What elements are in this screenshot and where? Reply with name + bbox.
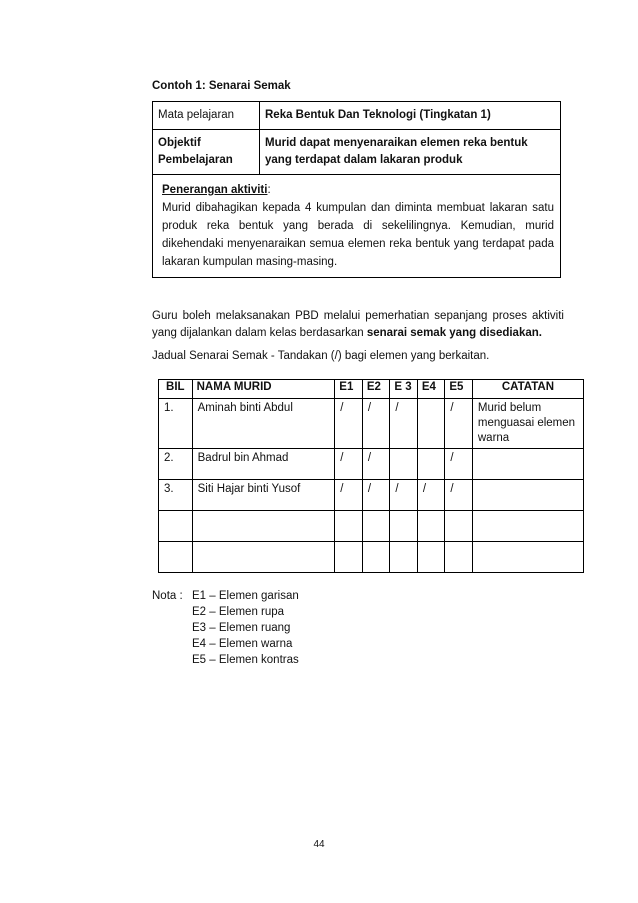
objective-label: Objektif Pembelajaran: [153, 130, 260, 175]
cell-nama: Siti Hajar binti Yusof: [192, 480, 335, 511]
activity-text: Murid dibahagikan kepada 4 kumpulan dan diminta membuat lakaran satu produk reka bentuk yang berada di sekelilingnya. Kemudian, murid dikehendaki menyenaraikan semua elemen reka bentuk yang terdapat pada lakaran kumpulan masing-masing.: [162, 202, 554, 268]
table-row: [159, 399, 584, 449]
nota-item: E4 – Elemen warna: [192, 638, 293, 650]
cell-bil: 1.: [159, 399, 193, 449]
empty-cell: [445, 511, 473, 542]
empty-cell: [390, 511, 418, 542]
subject-label: Mata pelajaran: [153, 102, 260, 130]
subject-value: Reka Bentuk Dan Teknologi (Tingkatan 1): [260, 102, 561, 130]
empty-cell: [192, 511, 335, 542]
header-e2: E2: [362, 380, 390, 399]
table-caption: Jadual Senarai Semak - Tandakan (/) bagi elemen yang berkaitan.: [152, 350, 490, 362]
empty-cell: [390, 542, 418, 573]
cell-catatan: [472, 449, 583, 480]
empty-cell: [335, 511, 363, 542]
cell-e3: [390, 449, 418, 480]
activity-row: [153, 175, 561, 278]
cell-catatan: Murid belum menguasai elemen warna: [472, 399, 583, 449]
empty-cell: [362, 511, 390, 542]
cell-bil: 2.: [159, 449, 193, 480]
header-e1: E1: [335, 380, 363, 399]
activity-description: [153, 175, 561, 278]
empty-cell: [159, 542, 193, 573]
cell-e1: /: [335, 449, 363, 480]
header-nama: NAMA MURID: [192, 380, 335, 399]
paragraph-text: Guru boleh melaksanakan PBD melalui pemerhatian sepanjang proses aktiviti yang dijalankan dalam kelas berdasarkan: [152, 310, 564, 339]
checklist-table: [158, 379, 584, 573]
cell-bil: 3.: [159, 480, 193, 511]
nota-item: E5 – Elemen kontras: [192, 654, 299, 666]
cell-e2: /: [362, 399, 390, 449]
empty-cell: [159, 511, 193, 542]
nota-prefix: Nota :: [152, 590, 183, 602]
nota-legend: [152, 588, 299, 668]
instruction-paragraph: [152, 308, 564, 342]
empty-cell: [192, 542, 335, 573]
header-e5: E5: [445, 380, 473, 399]
cell-e3: /: [390, 480, 418, 511]
cell-e2: /: [362, 480, 390, 511]
header-catatan: CATATAN: [472, 380, 583, 399]
empty-row: [159, 542, 584, 573]
nota-row: [152, 652, 299, 668]
section-heading: Contoh 1: Senarai Semak: [152, 80, 291, 92]
cell-nama: Badrul bin Ahmad: [192, 449, 335, 480]
checklist-header-row: [159, 380, 584, 399]
objective-value: Murid dapat menyenaraikan elemen reka bentuk yang terdapat dalam lakaran produk: [260, 130, 561, 175]
nota-row: [152, 588, 299, 604]
nota-item: E1 – Elemen garisan: [192, 590, 299, 602]
paragraph-bold: senarai semak yang disediakan.: [366, 327, 542, 339]
nota-row: [152, 620, 299, 636]
cell-catatan: [472, 480, 583, 511]
empty-cell: [335, 542, 363, 573]
empty-cell: [362, 542, 390, 573]
table-row: [159, 480, 584, 511]
nota-item: E3 – Elemen ruang: [192, 622, 291, 634]
empty-cell: [472, 511, 583, 542]
activity-label: Penerangan aktiviti: [162, 184, 268, 196]
cell-nama: Aminah binti Abdul: [192, 399, 335, 449]
nota-row: [152, 604, 299, 620]
cell-e1: /: [335, 480, 363, 511]
page-number: 44: [313, 839, 325, 850]
empty-cell: [472, 542, 583, 573]
empty-row: [159, 511, 584, 542]
activity-info-table: [152, 101, 561, 278]
cell-e3: /: [390, 399, 418, 449]
header-e4: E4: [417, 380, 445, 399]
table-row: [159, 449, 584, 480]
empty-cell: [417, 511, 445, 542]
cell-e4: [417, 399, 445, 449]
cell-e5: /: [445, 480, 473, 511]
cell-e1: /: [335, 399, 363, 449]
nota-row: [152, 636, 299, 652]
objective-row: [153, 130, 561, 175]
header-bil: BIL: [159, 380, 193, 399]
cell-e5: /: [445, 449, 473, 480]
cell-e4: /: [417, 480, 445, 511]
nota-item: E2 – Elemen rupa: [192, 606, 285, 618]
cell-e2: /: [362, 449, 390, 480]
cell-e4: [417, 449, 445, 480]
subject-row: [153, 102, 561, 130]
activity-colon: :: [267, 184, 271, 196]
header-e3: E 3: [390, 380, 418, 399]
empty-cell: [417, 542, 445, 573]
empty-cell: [445, 542, 473, 573]
cell-e5: /: [445, 399, 473, 449]
